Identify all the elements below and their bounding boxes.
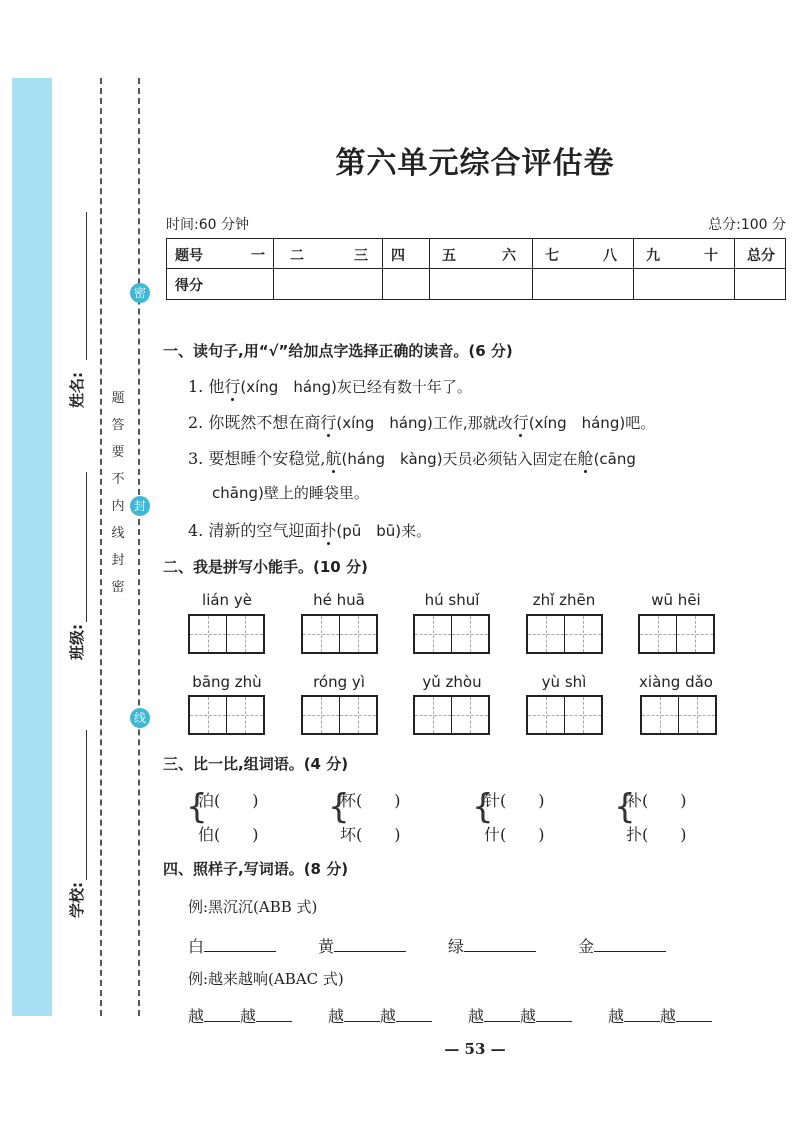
score-header-cell: 二 三 [274, 239, 383, 269]
example-abb: 例:黑沉沉(ABB 式) [188, 898, 318, 916]
score-cell[interactable] [274, 269, 383, 300]
score-header-cell: 总分 [735, 239, 786, 269]
page-title: 第六单元综合评估卷 [335, 146, 615, 181]
fill-item: 绿 [448, 934, 536, 957]
writing-grid[interactable] [413, 614, 490, 654]
writing-grid[interactable] [526, 614, 603, 654]
class-label: 班级: [68, 624, 86, 660]
score-table [166, 238, 786, 300]
pinyin-prompt: hé huā [313, 591, 365, 609]
question-line: 4. 清新的空气迎面扑(pū bū)来。 [188, 521, 432, 540]
total-score: 总分:100 分 [708, 217, 786, 233]
pinyin-prompt: zhǐ zhēn [532, 591, 596, 609]
pinyin-prompt: yǔ zhòu [422, 673, 482, 691]
brace-icon: { [186, 787, 208, 827]
pinyin-prompt: wū hēi [651, 591, 701, 609]
section1-heading: 一、读句子,用“√”给加点字选择正确的读音。(6 分) [163, 342, 513, 360]
compare-word: 扑( ) [626, 825, 687, 844]
seal-mi: 密 [130, 283, 150, 303]
question-line-continued: chāng)壁上的睡袋里。 [212, 484, 369, 502]
score-header-cell: 题号 一 [167, 239, 274, 269]
brace-icon: { [614, 787, 636, 827]
fold-line-right [138, 78, 140, 1016]
question-line: 2. 你既然不想在商行(xíng háng)工作,那就改行(xíng háng)吧。 [188, 413, 656, 432]
writing-grid[interactable] [640, 695, 717, 735]
compare-word: 坏( ) [340, 825, 401, 844]
fold-line-left [100, 78, 102, 1016]
writing-grid[interactable] [413, 695, 490, 735]
pinyin-prompt: bāng zhù [192, 673, 262, 691]
compare-word: 什( ) [484, 825, 545, 844]
fill-item: 越 越 [188, 1004, 292, 1027]
brace-icon: { [328, 787, 350, 827]
compare-word: 伯( ) [198, 825, 259, 844]
score-cell[interactable] [634, 269, 735, 300]
writing-grid[interactable] [638, 614, 715, 654]
name-field[interactable] [86, 212, 87, 360]
score-cell[interactable] [735, 269, 786, 300]
writing-grid[interactable] [301, 614, 378, 654]
pinyin-prompt: xiàng dǎo [639, 673, 713, 691]
warning-text: 题 答 要 不 内 线 封 密 [111, 391, 125, 595]
section4-heading: 四、照样子,写词语。(8 分) [163, 860, 349, 878]
score-header-cell: 四 [383, 239, 430, 269]
writing-grid[interactable] [188, 614, 265, 654]
binding-strip [12, 78, 52, 1016]
fill-item: 越 越 [328, 1004, 432, 1027]
name-label: 姓名: [68, 372, 86, 408]
fill-item: 金 [578, 934, 666, 957]
score-header-cell: 七 八 [533, 239, 634, 269]
compare-word: 补( ) [626, 791, 687, 810]
example-abac: 例:越来越响(ABAC 式) [188, 970, 344, 988]
seal-feng: 封 [130, 496, 150, 516]
school-label: 学校: [68, 882, 86, 918]
score-header-cell: 五 六 [430, 239, 533, 269]
compare-word: 杯( ) [340, 791, 401, 810]
fill-item: 黄 [318, 934, 406, 957]
compare-word: 泊( ) [198, 791, 259, 810]
fill-item: 白 [188, 934, 276, 957]
school-field[interactable] [86, 730, 87, 880]
fill-item: 越 越 [468, 1004, 572, 1027]
score-row-label: 得分 [167, 269, 274, 300]
writing-grid[interactable] [526, 695, 603, 735]
fill-item: 越 越 [608, 1004, 712, 1027]
pinyin-prompt: yù shì [541, 673, 587, 691]
section3-heading: 三、比一比,组词语。(4 分) [163, 755, 349, 773]
score-cell[interactable] [533, 269, 634, 300]
score-cell[interactable] [430, 269, 533, 300]
score-cell[interactable] [383, 269, 430, 300]
pinyin-prompt: hú shuǐ [424, 591, 480, 609]
question-line: 3. 要想睡个安稳觉,航(háng kàng)天员必须钻入固定在舱(cāng [188, 449, 636, 468]
question-line: 1. 他行(xíng háng)灰已经有数十年了。 [188, 377, 472, 396]
section2-heading: 二、我是拼写小能手。(10 分) [163, 558, 368, 576]
writing-grid[interactable] [301, 695, 378, 735]
time-limit: 时间:60 分钟 [166, 217, 249, 233]
class-field[interactable] [86, 472, 87, 622]
brace-icon: { [472, 787, 494, 827]
seal-xian: 线 [130, 708, 150, 728]
pinyin-prompt: lián yè [202, 591, 252, 609]
compare-word: 针( ) [484, 791, 545, 810]
page-number: — 53 — [444, 1040, 506, 1058]
score-header-cell: 九 十 [634, 239, 735, 269]
writing-grid[interactable] [188, 695, 265, 735]
pinyin-prompt: róng yì [313, 673, 365, 691]
